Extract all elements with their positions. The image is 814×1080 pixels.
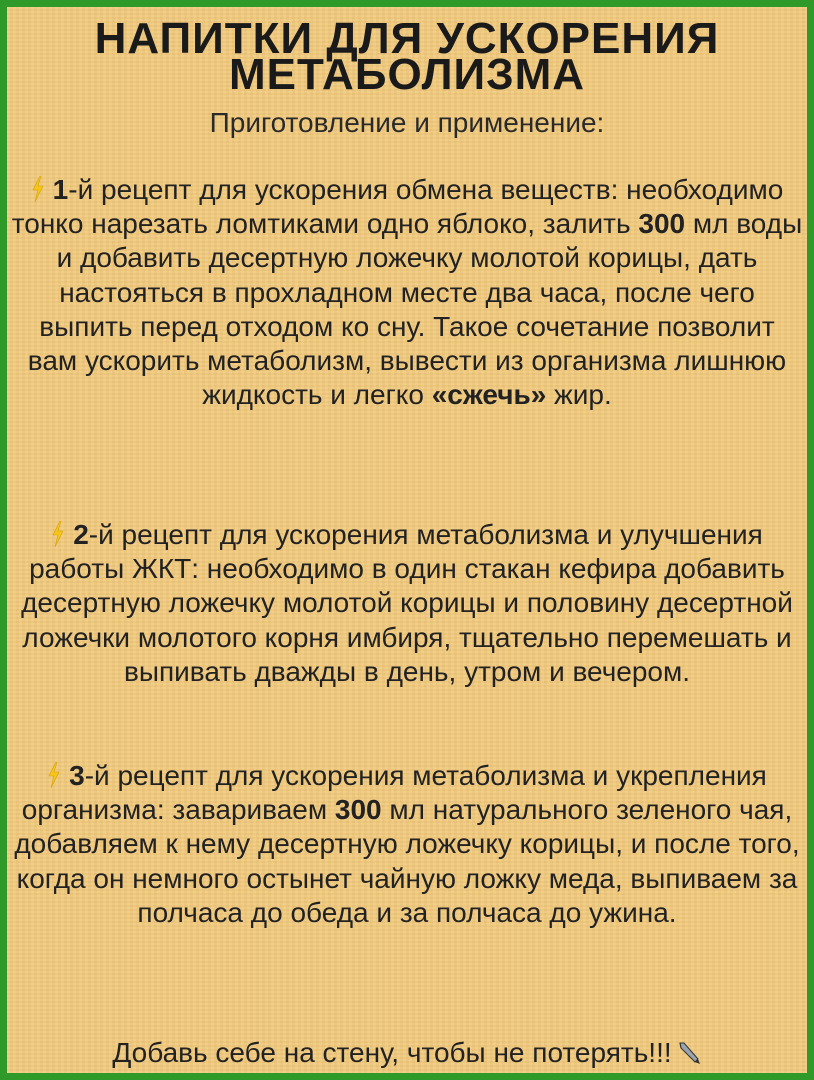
- recipe-3-number: 3: [69, 760, 85, 791]
- recipe-3-amount: 300: [334, 794, 382, 826]
- recipe-3-text: -й рецепт для ускорения метаболизма и укрепления организма: завариваем: [21, 760, 767, 826]
- recipe-1-amount: 300: [638, 208, 686, 240]
- recipe-2-text: -й рецепт для ускорения метаболизма и улучшения работы ЖКТ: необходимо в один стакан кефира добавить десертную ложечку молотой корицы и половину десертной ложечки молотого корня имбиря, тщательно перемешать и выпивать дважды в день, утром и вечером.: [21, 519, 793, 687]
- recipe-3: [11, 759, 803, 930]
- pen-icon: [676, 1040, 702, 1066]
- recipe-2: [11, 518, 803, 689]
- recipe-2-number: 2: [73, 519, 89, 550]
- lightning-icon: [51, 521, 65, 547]
- recipe-1: [11, 173, 803, 412]
- infographic-card: [7, 7, 807, 1073]
- footer-call-to-action: [7, 1037, 807, 1069]
- page-title-line-1: НАПИТКИ ДЛЯ УСКОРЕНИЯ: [94, 14, 720, 63]
- page-title-line-2: МЕТАБОЛИЗМА: [228, 50, 586, 99]
- recipe-1-text-after: мл воды и добавить десертную ложечку молотой корицы, дать настояться в прохладном месте два часа, после чего выпить перед отходом ко сну. Такое сочетание позволит вам ускорить метаболизм, вывести из организма лишнюю жидкость и легко: [27, 208, 803, 411]
- lightning-icon: [47, 762, 61, 788]
- recipe-1-number: 1: [52, 174, 69, 205]
- lightning-icon: [31, 176, 45, 202]
- recipe-1-text-end: жир.: [546, 379, 612, 411]
- recipe-1-text: -й рецепт для ускорения обмена веществ: необходимо тонко нарезать ломтиками одно яблоко, залить: [11, 174, 784, 240]
- footer-text: Добавь себе на стену, чтобы не потерять!!!: [112, 1037, 672, 1068]
- recipe-3-text-after: мл натурального зеленого чая, добавляем к нему десертную ложечку корицы, и после того, когда он немного остынет чайную ложку меда, выпиваем за полчаса до обеда и за полчаса до ужина.: [14, 794, 800, 928]
- recipe-1-bold-word: «сжечь»: [431, 379, 547, 411]
- subtitle: Приготовление и применение:: [209, 107, 605, 138]
